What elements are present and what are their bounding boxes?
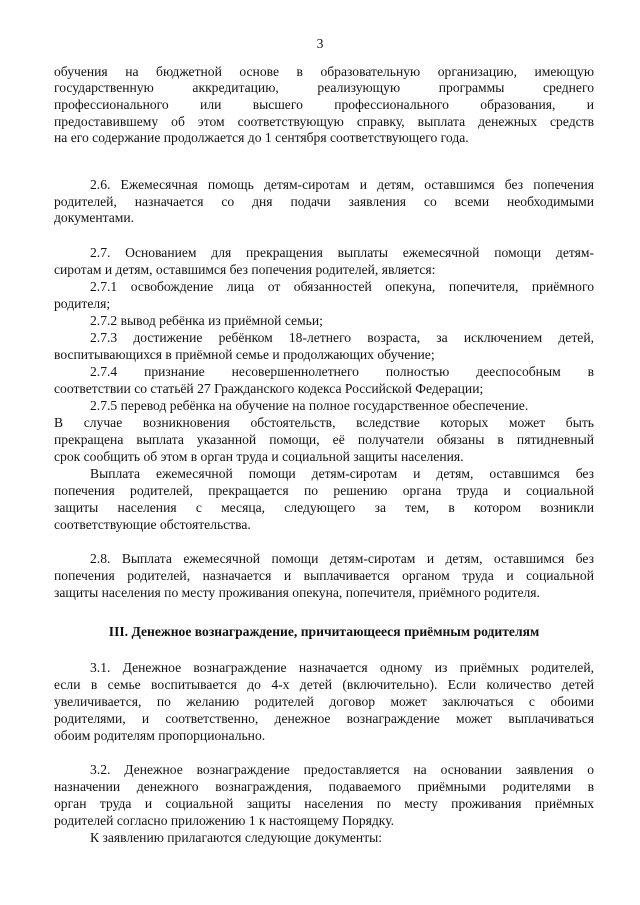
text-line: В случае возникновения обстоятельств, вследствие которых может быть xyxy=(54,415,594,430)
text-line: орган труда и социальной защиты населения по месту проживания приёмных xyxy=(54,796,594,811)
text-line: 2.7.2 вывод ребёнка из приёмной семьи; xyxy=(90,313,323,328)
page-number: 3 xyxy=(316,36,324,51)
text-line: 2.7.3 достижение ребёнком 18-летнего возраста, за исключением детей, xyxy=(90,330,594,345)
text-line: Выплата ежемесячной помощи детям-сиротам и детям, оставшимся без xyxy=(90,466,594,481)
text-line: защиты населения с месяца, следующего за тем, в котором возникли xyxy=(54,500,594,515)
text-line: 2.7.5 перевод ребёнка на обучение на полное государственное обеспечение. xyxy=(90,398,529,413)
text-line: обучения на бюджетной основе в образовательную организацию, имеющую xyxy=(54,64,594,79)
text-line: 2.8. Выплата ежемесячной помощи детям-сиротам и детям, оставшимся без xyxy=(90,551,594,566)
text-line: назначении денежного вознаграждения, подаваемого приёмными родителями в xyxy=(54,779,594,794)
text-line: увеличивается, по желанию родителей договор может заключаться с обоими xyxy=(54,694,594,709)
text-line: 2.7.4 признание несовершеннолетнего полностью дееспособным в xyxy=(90,364,594,379)
text-line: профессионального или высшего профессионального образования, и xyxy=(54,97,594,112)
text-line: соответствующие обстоятельства. xyxy=(54,517,251,532)
text-line: родителей, назначается со дня подачи заявления со всеми необходимыми xyxy=(54,194,594,209)
text-line: защиты населения по месту проживания опекуна, попечителя, приёмного родителя. xyxy=(54,585,540,600)
section-heading: III. Денежное вознаграждение, причитающееся приёмным родителям xyxy=(108,624,540,639)
text-line: попечения родителей, прекращается по решению органа труда и социальной xyxy=(54,483,594,498)
text-line: сиротам и детям, оставшимся без попечения родителей, является: xyxy=(54,262,436,277)
text-line: 3.1. Денежное вознаграждение назначается одному из приёмных родителей, xyxy=(90,660,594,675)
text-line: прекращена выплата указанной помощи, её получатели обязаны в пятидневный xyxy=(54,432,594,447)
text-line: родителями, и соответственно, денежное вознаграждение может выплачиваться xyxy=(54,711,594,726)
text-line: соответствии со статьёй 27 Гражданского кодекса Российской Федерации; xyxy=(54,381,484,396)
text-line: 2.6. Ежемесячная помощь детям-сиротам и детям, оставшимся без попечения xyxy=(90,177,594,192)
text-line: предоставившему об этом соответствующую справку, выплата денежных средств xyxy=(54,114,594,129)
text-line: 3.2. Денежное вознаграждение предоставляется на основании заявления о xyxy=(90,762,594,777)
text-line: если в семье воспитывается до 4-х детей (включительно). Если количество детей xyxy=(54,677,594,692)
text-line: воспитывающихся в приёмной семье и продолжающих обучение; xyxy=(54,347,435,362)
text-line: К заявлению прилагаются следующие документы: xyxy=(90,830,383,845)
text-line: 2.7.1 освобождение лица от обязанностей опекуна, попечителя, приёмного xyxy=(90,279,594,294)
text-line: государственную аккредитацию, реализующую программы среднего xyxy=(54,80,594,95)
text-line: 2.7. Основанием для прекращения выплаты ежемесячной помощи детям- xyxy=(90,245,594,260)
text-line: обоим родителям пропорционально. xyxy=(54,728,266,743)
text-line: срок сообщить об этом в орган труда и социальной защиты населения. xyxy=(54,449,464,464)
text-line: родителей согласно приложению 1 к настоящему Порядку. xyxy=(54,813,395,828)
text-line: попечения родителей, назначается и выплачивается органом труда и социальной xyxy=(54,568,594,583)
text-line: родителя; xyxy=(54,296,111,311)
text-line: на его содержание продолжается до 1 сентября соответствующего года. xyxy=(54,130,469,145)
text-line: документами. xyxy=(54,210,135,225)
